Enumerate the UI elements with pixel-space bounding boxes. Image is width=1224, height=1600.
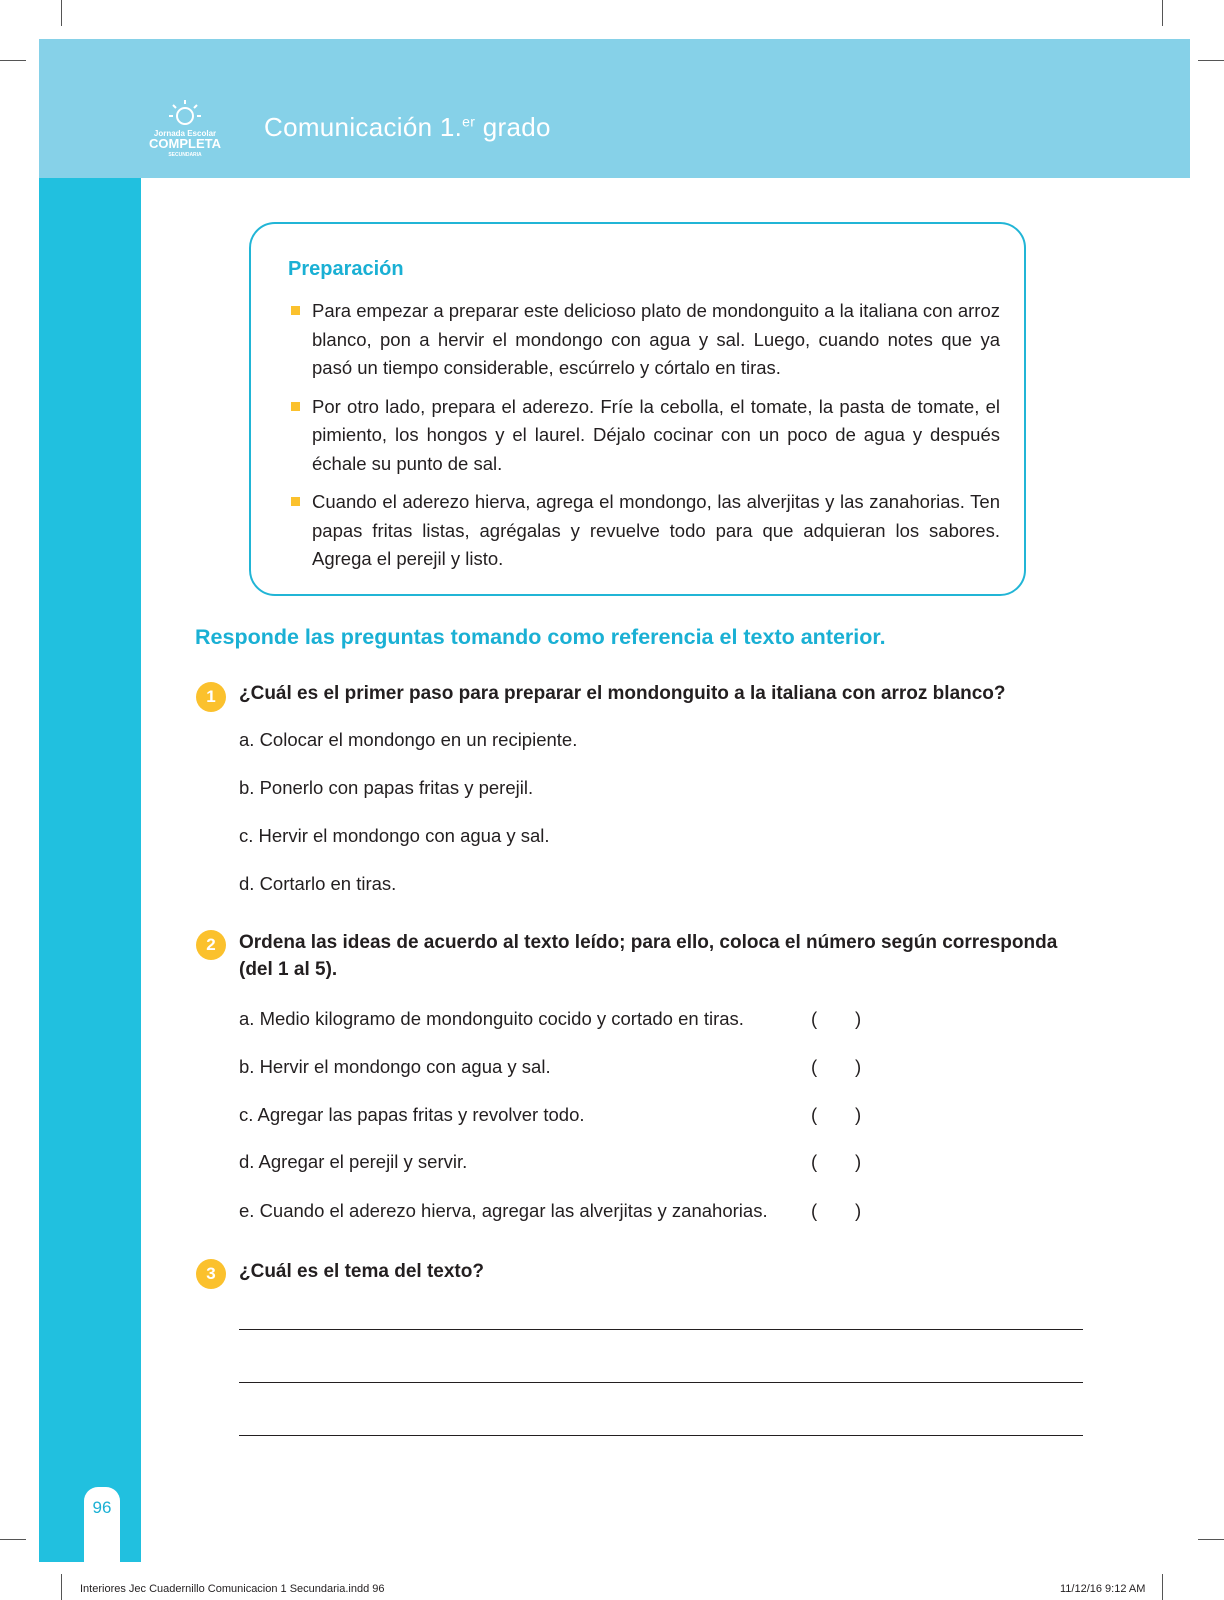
answer-paren-close: ) xyxy=(855,1056,862,1077)
question-number-badge: 1 xyxy=(196,682,226,712)
answer-line[interactable] xyxy=(239,1329,1083,1330)
logo-text-2: COMPLETA xyxy=(149,136,221,151)
answer-paren-close: ) xyxy=(855,1104,862,1125)
option-1a: a. Colocar el mondongo en un recipiente. xyxy=(239,729,578,750)
preparation-step: Cuando el aderezo hierva, agrega el mondongo, las alverjitas y las zanahorias. Ten papas fritas listas, agrégalas y revuelve todo para que adquieran los sabores. Agrega el perejil y listo. xyxy=(290,488,1000,574)
preparation-heading: Preparación xyxy=(288,258,404,280)
footer-file-info: Interiores Jec Cuadernillo Comunicacion 1 Secundaria.indd 96 xyxy=(80,1583,385,1595)
answer-paren-open[interactable]: ( xyxy=(811,1008,818,1029)
question-number-badge: 3 xyxy=(196,1259,226,1289)
preparation-step: Por otro lado, prepara el aderezo. Fríe la cebolla, el tomate, la pasta de tomate, el pimiento, los hongos y el laurel. Déjalo cocinar con un poco de agua y después échale su punto de sal. xyxy=(290,393,1000,479)
square-bullet-icon xyxy=(291,402,300,411)
answer-paren-open[interactable]: ( xyxy=(811,1056,818,1077)
crop-mark xyxy=(1198,1539,1224,1540)
footer-date: 11/12/16 9:12 AM xyxy=(1060,1583,1146,1595)
option-2e: e. Cuando el aderezo hierva, agregar las alverjitas y zanahorias. xyxy=(239,1200,768,1221)
crop-mark xyxy=(0,1539,26,1540)
jec-logo xyxy=(140,96,230,162)
option-2a: a. Medio kilogramo de mondonguito cocido y cortado en tiras. xyxy=(239,1008,744,1029)
option-2d: d. Agregar el perejil y servir. xyxy=(239,1151,468,1172)
instruction-heading: Responde las preguntas tomando como referencia el texto anterior. xyxy=(195,625,886,649)
answer-line[interactable] xyxy=(239,1435,1083,1436)
sidebar-stripe xyxy=(39,178,141,1562)
question-number-badge: 2 xyxy=(196,930,226,960)
answer-paren-close: ) xyxy=(855,1200,862,1221)
page-title: Comunicación 1.$^{er}$ grado xyxy=(264,112,551,142)
answer-paren-close: ) xyxy=(855,1008,862,1029)
answer-paren-open[interactable]: ( xyxy=(811,1200,818,1221)
option-2b: b. Hervir el mondongo con agua y sal. xyxy=(239,1056,551,1077)
question-1-text: ¿Cuál es el primer paso para preparar el mondonguito a la italiana con arroz blanco? xyxy=(239,683,1006,704)
answer-paren-open[interactable]: ( xyxy=(811,1104,818,1125)
crop-mark xyxy=(0,60,26,61)
answer-paren-open[interactable]: ( xyxy=(811,1151,818,1172)
square-bullet-icon xyxy=(291,306,300,315)
crop-mark xyxy=(61,0,62,26)
crop-mark xyxy=(1162,0,1163,26)
page-number: 96 xyxy=(92,1498,112,1517)
answer-line[interactable] xyxy=(239,1382,1083,1383)
question-3-text: ¿Cuál es el tema del texto? xyxy=(239,1261,484,1282)
option-1b: b. Ponerlo con papas fritas y perejil. xyxy=(239,777,534,798)
preparation-step: Para empezar a preparar este delicioso plato de mondonguito a la italiana con arroz blanco, pon a hervir el mondongo con agua y sal. Luego, cuando notes que ya pasó un tiempo considerable, escúrrelo y córtalo en tiras. xyxy=(290,297,1000,383)
option-1d: d. Cortarlo en tiras. xyxy=(239,873,397,894)
crop-mark xyxy=(1198,60,1224,61)
logo-text-1: Jornada Escolar xyxy=(153,129,217,138)
crop-mark xyxy=(1162,1574,1163,1600)
answer-paren-close: ) xyxy=(855,1151,862,1172)
crop-mark xyxy=(61,1574,62,1600)
square-bullet-icon xyxy=(291,497,300,506)
preparation-steps xyxy=(290,297,1000,584)
logo-text-3: SECUNDARIA xyxy=(168,152,202,158)
option-2c: c. Agregar las papas fritas y revolver todo. xyxy=(239,1104,585,1125)
question-2-text: Ordena las ideas de acuerdo al texto leído; para ello, coloca el número según corresponda (del 1 al 5). xyxy=(239,932,1058,980)
option-1c: c. Hervir el mondongo con agua y sal. xyxy=(239,825,550,846)
